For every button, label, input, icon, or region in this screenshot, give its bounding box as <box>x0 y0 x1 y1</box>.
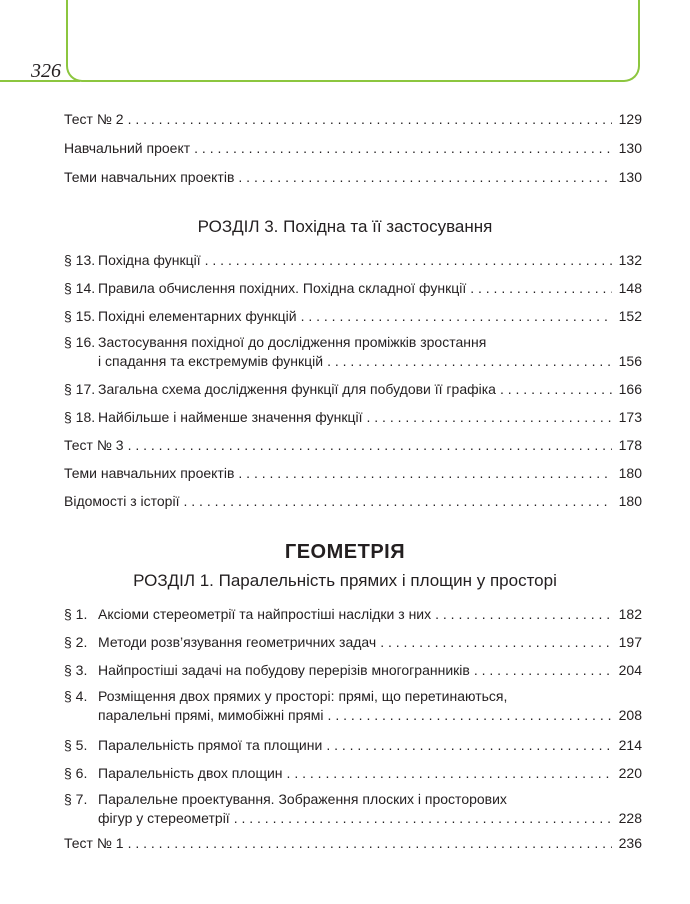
toc-entry[interactable] <box>64 280 642 297</box>
toc-page: 130 <box>618 140 642 156</box>
toc-title: Аксіоми стереометрії та найпростіші наслідки з них <box>98 606 432 622</box>
toc-page: 180 <box>618 465 642 481</box>
toc-title: Похідні елементарних функцій <box>98 308 297 324</box>
toc-page: 180 <box>618 493 642 509</box>
toc-entry[interactable] <box>64 465 642 482</box>
leader-dots <box>470 280 612 297</box>
leader-dots <box>435 606 612 623</box>
toc-entry[interactable] <box>64 169 642 186</box>
toc-title: Теми навчальних проектів <box>64 465 235 481</box>
toc-entry[interactable] <box>64 765 642 782</box>
leader-dots <box>287 765 612 782</box>
toc-title: Навчальний проект <box>64 140 191 156</box>
toc-entry[interactable] <box>64 606 642 623</box>
toc-title: Похідна функції <box>98 252 201 268</box>
leader-dots <box>500 381 612 398</box>
page-number: 326 <box>31 60 61 82</box>
toc-num: § 15. <box>64 308 96 324</box>
toc-num: § 1. <box>64 606 88 622</box>
toc-page: 129 <box>618 111 642 127</box>
toc-title: Найбільше і найменше значення функції <box>98 409 363 425</box>
toc-title: Тест № 3 <box>64 437 124 453</box>
leader-dots <box>327 352 612 371</box>
toc-page: 228 <box>618 810 642 826</box>
toc-title: Загальна схема дослідження функції для побудови її графіка <box>98 381 496 397</box>
toc-entry[interactable] <box>64 409 642 426</box>
leader-dots <box>194 140 612 157</box>
toc-title: Методи розв’язування геометричних задач <box>98 634 377 650</box>
toc-entry[interactable] <box>64 333 642 371</box>
toc-num: § 4. <box>64 688 88 704</box>
toc-entry[interactable] <box>64 437 642 454</box>
toc-title-line1: Застосування похідної до дослідження проміжків зростання <box>98 334 487 350</box>
leader-dots <box>128 111 612 128</box>
leader-dots <box>328 706 612 725</box>
leader-dots <box>366 409 612 426</box>
toc-title-line1: Розміщення двох прямих у просторі: прямі, що перетинаються, <box>98 688 508 704</box>
toc-num: § 3. <box>64 662 88 678</box>
toc-entry[interactable] <box>64 634 642 651</box>
section-heading: РОЗДІЛ 3. Похідна та її застосування <box>197 217 493 236</box>
toc-title-line2: і спадання та екстремумів функцій <box>98 353 324 369</box>
toc-page: 197 <box>618 634 642 650</box>
leader-dots <box>474 662 612 679</box>
toc-entry[interactable] <box>64 111 642 128</box>
leader-dots <box>205 252 612 269</box>
leader-dots <box>238 465 612 482</box>
toc-num: § 18. <box>64 409 96 425</box>
part-heading: ГЕОМЕТРІЯ <box>284 541 406 563</box>
toc-page: 173 <box>618 409 642 425</box>
toc-page: 182 <box>618 606 642 622</box>
toc-title-line2: паралельні прямі, мимобіжні прямі <box>98 707 324 723</box>
toc-page: 166 <box>618 381 642 397</box>
toc-entry[interactable] <box>64 790 642 828</box>
toc-title: Теми навчальних проектів <box>64 169 235 185</box>
leader-dots <box>380 634 612 651</box>
leader-dots <box>301 308 612 325</box>
toc-title: Тест № 1 <box>64 835 124 851</box>
toc-entry[interactable] <box>64 662 642 679</box>
toc-page: 220 <box>618 765 642 781</box>
leader-dots <box>326 737 612 754</box>
section-heading: РОЗДІЛ 1. Паралельність прямих і площин у просторі <box>133 571 557 590</box>
leader-dots <box>234 809 612 828</box>
toc-title-line2: фігур у стереометрії <box>98 810 230 826</box>
page-frame <box>66 0 640 82</box>
toc-title: Тест № 2 <box>64 111 124 127</box>
toc-page: 208 <box>618 707 642 723</box>
toc-page: 130 <box>618 169 642 185</box>
leader-dots <box>183 493 612 510</box>
toc-entry[interactable] <box>64 493 642 510</box>
toc-entry[interactable] <box>64 140 642 157</box>
toc-entry[interactable] <box>64 381 642 398</box>
toc-title: Відомості з історії <box>64 493 180 509</box>
toc-entry[interactable] <box>64 835 642 852</box>
toc-page: 178 <box>618 437 642 453</box>
toc-num: § 14. <box>64 280 96 296</box>
toc-title: Найпростіші задачі на побудову перерізів многогранників <box>98 662 470 678</box>
leader-dots <box>128 437 612 454</box>
toc-page: 148 <box>618 280 642 296</box>
toc-num: § 17. <box>64 381 96 397</box>
toc-num: § 5. <box>64 737 88 753</box>
toc-num: § 7. <box>64 791 88 807</box>
toc-entry[interactable] <box>64 737 642 754</box>
toc-num: § 13. <box>64 252 96 268</box>
leader-dots <box>128 835 612 852</box>
toc-title: Паралельність прямої та площини <box>98 737 323 753</box>
toc-num: § 6. <box>64 765 88 781</box>
toc-page: 132 <box>618 252 642 268</box>
toc-page: 152 <box>618 308 642 324</box>
leader-dots <box>238 169 612 186</box>
toc-title: Правила обчислення похідних. Похідна складної функції <box>98 280 467 296</box>
toc-entry[interactable] <box>64 308 642 325</box>
toc-page: 204 <box>618 662 642 678</box>
toc-title-line1: Паралельне проектування. Зображення плоских і просторових <box>98 791 507 807</box>
toc-page: 214 <box>618 737 642 753</box>
toc-num: § 2. <box>64 634 88 650</box>
toc-num: § 16. <box>64 334 96 350</box>
toc-page: 156 <box>618 353 642 369</box>
toc-page: 236 <box>618 835 642 851</box>
toc-entry[interactable] <box>64 252 642 269</box>
toc-entry[interactable] <box>64 687 642 725</box>
toc-title: Паралельність двох площин <box>98 765 283 781</box>
